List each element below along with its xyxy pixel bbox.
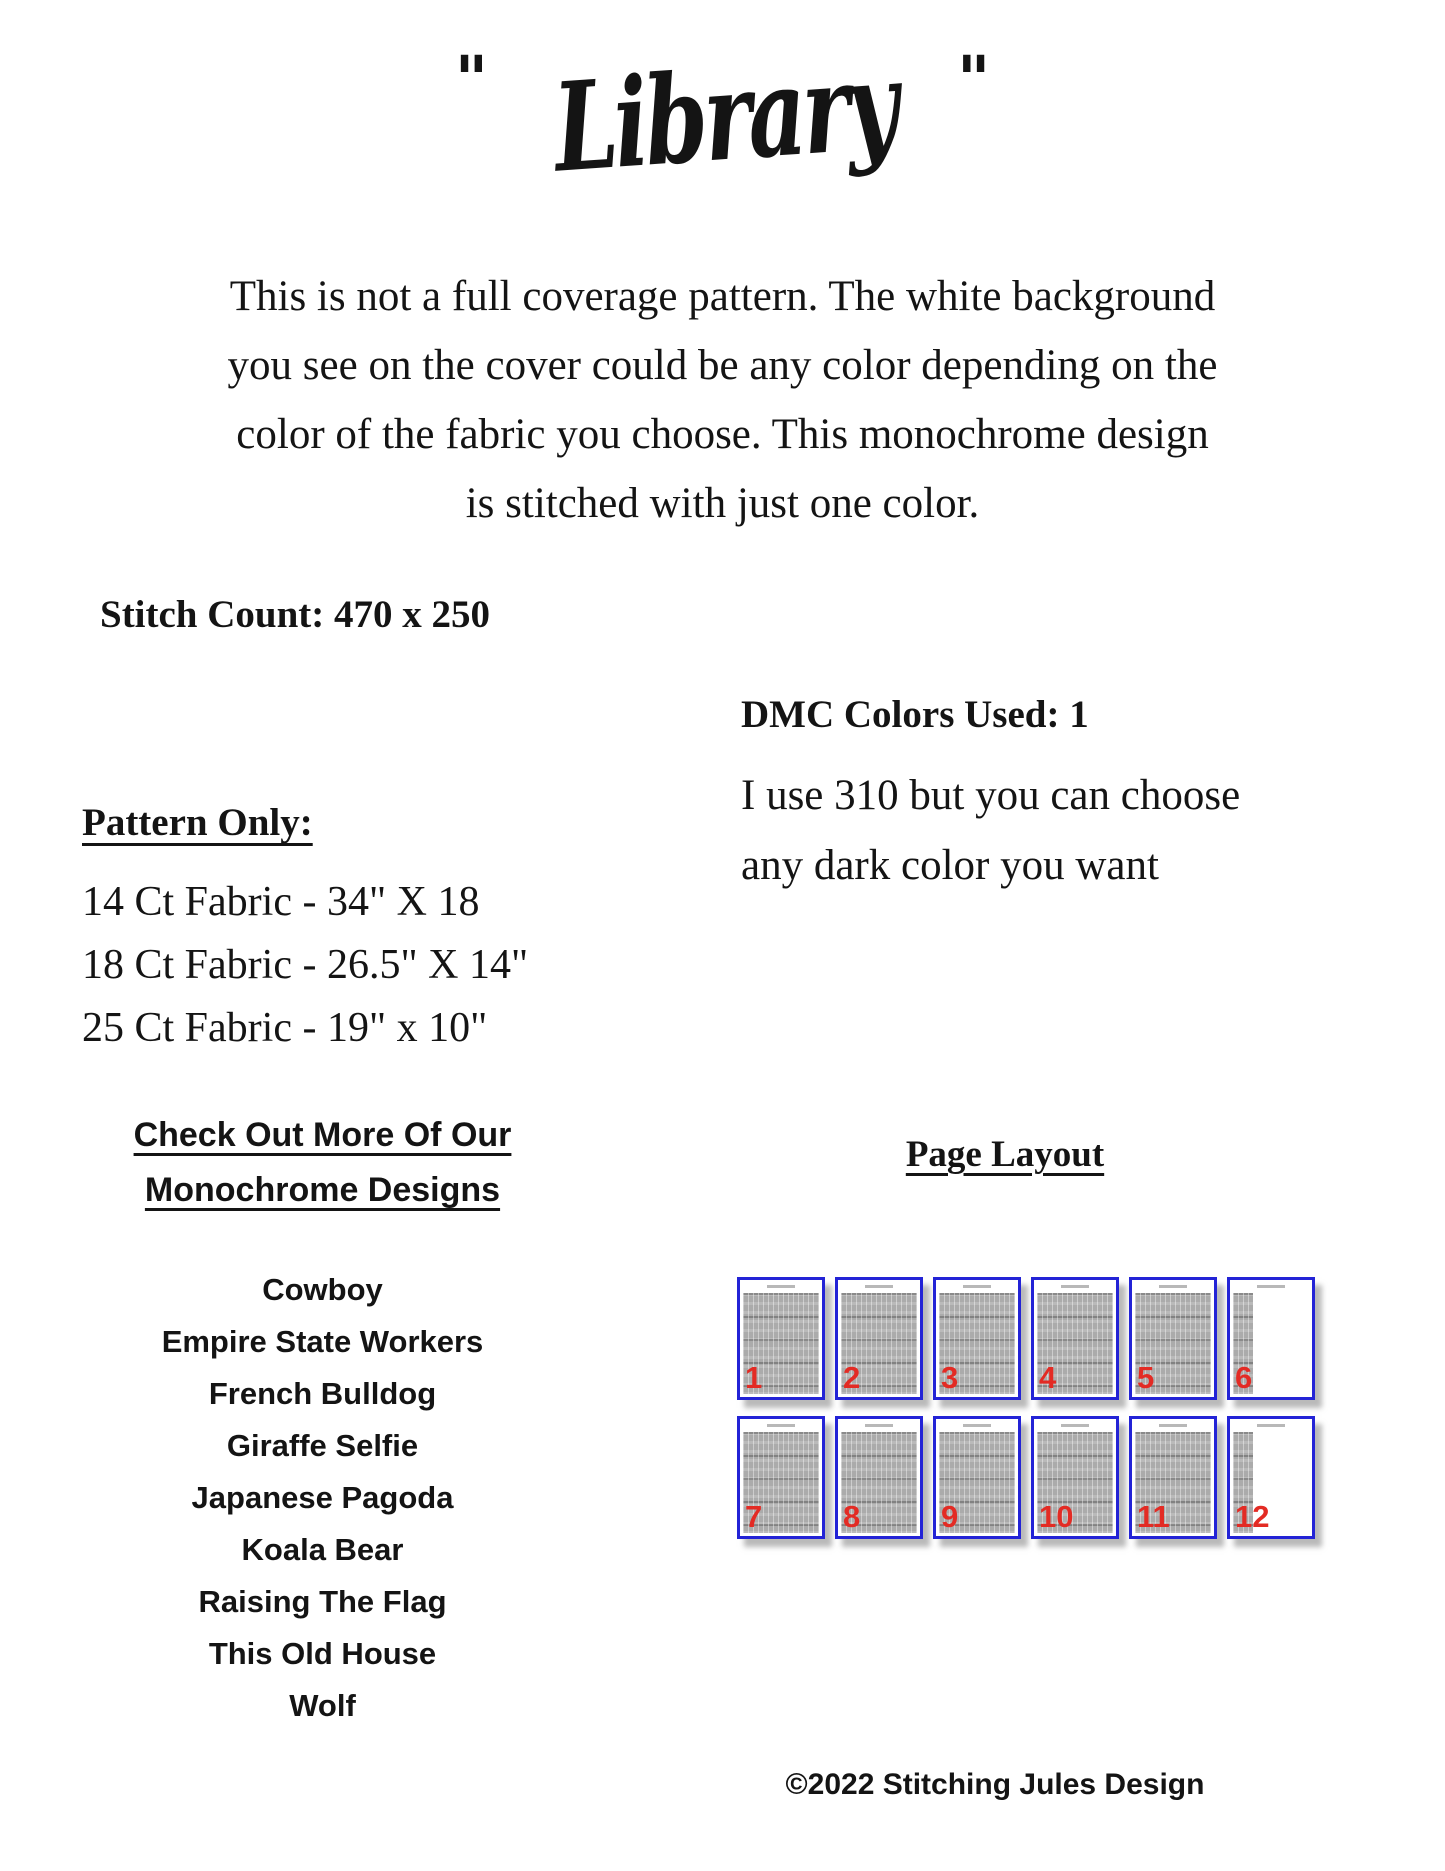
fabric-size-line: 18 Ct Fabric - 26.5" X 14": [82, 942, 529, 988]
stitch-count: Stitch Count: 470 x 250: [100, 593, 491, 636]
design-list-item: This Old House: [208, 1636, 437, 1671]
intro-line: This is not a full coverage pattern. The white background: [229, 273, 1216, 320]
thumbnail-page-number: 9: [941, 1499, 959, 1534]
page-thumbnail: [1227, 1416, 1315, 1539]
more-designs-heading-line: Monochrome Designs: [144, 1171, 501, 1209]
thumbnail-page-number: 6: [1235, 1360, 1253, 1395]
thumbnail-page-number: 5: [1137, 1360, 1155, 1395]
page-thumbnail: [1227, 1277, 1315, 1400]
thumbnail-page-number: 10: [1039, 1499, 1074, 1534]
title-close-quote: ": [956, 42, 991, 117]
thumbnail-caption-mark: [1257, 1285, 1285, 1288]
design-list-item: Koala Bear: [241, 1532, 404, 1567]
page-thumbnail: [737, 1416, 825, 1539]
intro-line: is stitched with just one color.: [465, 480, 980, 527]
more-designs-list: [60, 1264, 585, 1732]
thumbnail-caption-mark: [1257, 1424, 1285, 1427]
thumbnail-caption-mark: [1061, 1285, 1089, 1288]
thumbnail-caption-mark: [1159, 1285, 1187, 1288]
design-list-item: Japanese Pagoda: [191, 1480, 454, 1515]
design-list-item: Raising The Flag: [198, 1584, 447, 1619]
pattern-only-heading: Pattern Only:: [82, 801, 313, 844]
thumbnail-page-number: 3: [941, 1360, 959, 1395]
thumbnail-caption-mark: [865, 1285, 893, 1288]
page-layout-heading: Page Layout: [905, 1134, 1105, 1175]
more-designs-heading: [60, 1108, 585, 1218]
thumbnail-page-number: 4: [1039, 1360, 1057, 1395]
fabric-size-line: 14 Ct Fabric - 34" X 18: [82, 879, 480, 925]
intro-paragraph: [0, 262, 1445, 538]
thumbnail-page-number: 2: [843, 1360, 861, 1395]
design-list-item: Giraffe Selfie: [226, 1428, 419, 1463]
thumbnail-page-number: 7: [745, 1499, 763, 1534]
more-designs-heading-line: Check Out More Of Our: [133, 1116, 512, 1154]
title-word: Library: [549, 32, 900, 200]
dmc-colors-section: [741, 692, 1361, 901]
dmc-note-line: any dark color you want: [741, 842, 1159, 889]
thumbnail-caption-mark: [865, 1424, 893, 1427]
page-thumbnail: [835, 1416, 923, 1539]
page-thumbnail: [835, 1277, 923, 1400]
title-open-quote: ": [454, 42, 489, 117]
thumbnail-caption-mark: [963, 1424, 991, 1427]
intro-line: color of the fabric you choose. This monochrome design: [236, 411, 1209, 458]
more-designs-section: [60, 1108, 585, 1732]
page-thumbnail: [1129, 1416, 1217, 1539]
page-thumbnail: [1031, 1416, 1119, 1539]
design-list-item: Cowboy: [262, 1272, 383, 1307]
thumbnail-page-number: 11: [1137, 1499, 1170, 1534]
thumbnail-page-number: 12: [1235, 1499, 1270, 1534]
thumbnail-page-number: 1: [745, 1360, 763, 1395]
dmc-note-line: I use 310 but you can choose: [741, 772, 1241, 819]
page-thumbnail: [1129, 1277, 1217, 1400]
dmc-colors-heading: DMC Colors Used: 1: [741, 693, 1089, 736]
design-list-item: Empire State Workers: [161, 1324, 484, 1359]
page-thumbnail: [1031, 1277, 1119, 1400]
page-title: [0, 28, 1445, 205]
thumbnail-page-number: 8: [843, 1499, 861, 1534]
thumbnail-caption-mark: [767, 1285, 795, 1288]
fabric-size-line: 25 Ct Fabric - 19" x 10": [82, 1005, 488, 1051]
page-layout-grid: [737, 1277, 1315, 1539]
pattern-only-section: [82, 800, 528, 1060]
intro-line: you see on the cover could be any color depending on the: [227, 342, 1218, 389]
copyright-text: ©2022 Stitching Jules Design: [785, 1768, 1205, 1801]
thumbnail-caption-mark: [1159, 1424, 1187, 1427]
thumbnail-caption-mark: [963, 1285, 991, 1288]
page-thumbnail: [737, 1277, 825, 1400]
page-thumbnail: [933, 1416, 1021, 1539]
design-list-item: French Bulldog: [208, 1376, 437, 1411]
thumbnail-caption-mark: [767, 1424, 795, 1427]
thumbnail-caption-mark: [1061, 1424, 1089, 1427]
design-list-item: Wolf: [289, 1688, 356, 1723]
page-thumbnail: [933, 1277, 1021, 1400]
